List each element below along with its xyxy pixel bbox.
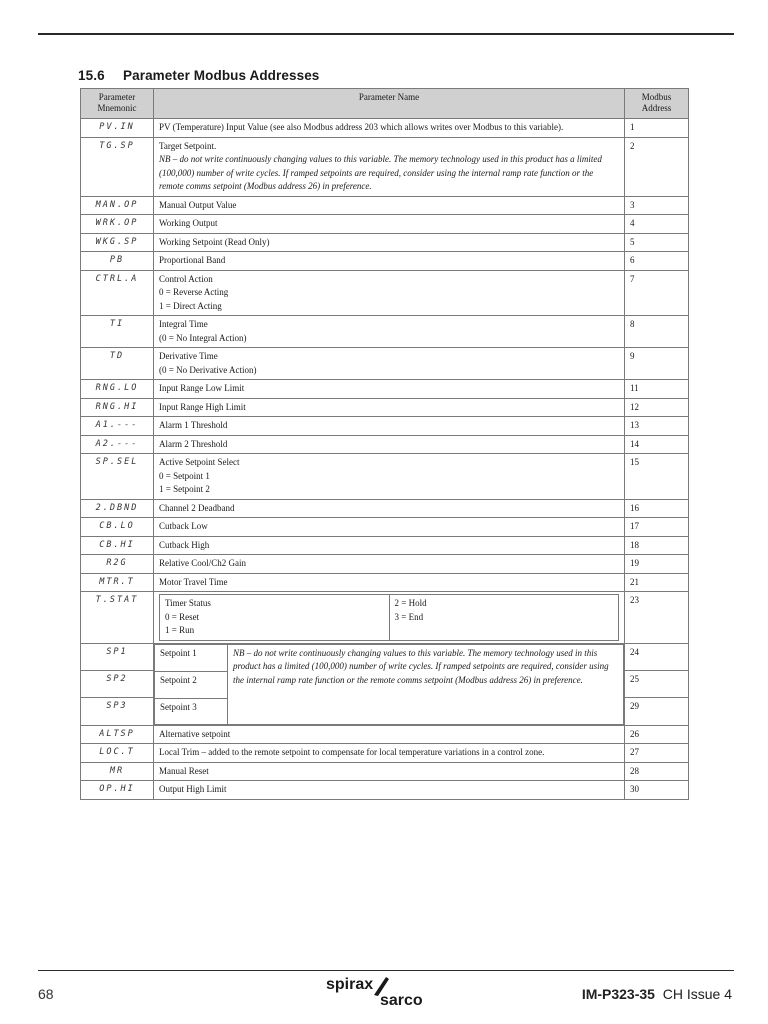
row-parameter-name [154, 252, 625, 271]
top-rule [38, 33, 734, 35]
row-address: 4 [625, 215, 689, 234]
row-address: 2 [625, 137, 689, 196]
table-row [81, 380, 689, 399]
row-text-line: Input Range High Limit [159, 401, 246, 412]
row-address: 19 [625, 555, 689, 574]
row-mnemonic: SP3 [81, 698, 154, 725]
row-address: 14 [625, 435, 689, 454]
row-address: 24 [625, 643, 689, 670]
row-mnemonic: PB [81, 252, 154, 271]
section-number: 15.6 [78, 68, 105, 83]
table-row [81, 137, 689, 196]
row-text-line: Alarm 1 Threshold [159, 420, 228, 430]
setpoint-inner-table [154, 644, 624, 725]
row-mnemonic: TI [81, 316, 154, 348]
row-text-line: 1 = Direct Acting [159, 300, 222, 311]
page-number: 68 [38, 986, 54, 1002]
row-mnemonic: T.STAT [81, 592, 154, 644]
table-row [81, 196, 689, 215]
row-parameter-name [154, 781, 625, 800]
row-parameter-name [154, 270, 625, 316]
row-parameter-name [154, 592, 625, 644]
setpoint-2-label: Setpoint 2 [155, 671, 228, 698]
table-header-row [81, 89, 689, 119]
row-mnemonic: TG.SP [81, 137, 154, 196]
row-parameter-name [154, 435, 625, 454]
row-parameter-name [154, 499, 625, 518]
row-parameter-name [154, 762, 625, 781]
row-text-line: Alternative setpoint [159, 728, 231, 739]
row-parameter-name [154, 233, 625, 252]
timer-right-values: 2 = Hold 3 = End [389, 595, 619, 641]
row-address: 8 [625, 316, 689, 348]
row-text-line: (0 = No Integral Action) [159, 332, 247, 343]
timer-left-values: Timer Status 0 = Reset 1 = Run [160, 595, 390, 641]
row-address: 26 [625, 725, 689, 744]
row-text-line: Cutback Low [159, 521, 208, 531]
row-mnemonic: WKG.SP [81, 233, 154, 252]
row-address: 28 [625, 762, 689, 781]
row-parameter-name [154, 398, 625, 417]
document-reference [582, 986, 732, 1002]
row-text-line: Local Trim – added to the remote setpoint to compensate for local temperature variations in a control zone. [159, 747, 545, 757]
header-mnemonic: Parameter Mnemonic [81, 89, 154, 119]
document-issue: CH Issue 4 [662, 986, 732, 1002]
table-row [81, 435, 689, 454]
row-mnemonic: SP.SEL [81, 454, 154, 500]
row-address: 16 [625, 499, 689, 518]
logo-word-top: spirax [326, 976, 374, 993]
row-address: 21 [625, 573, 689, 592]
row-text-line: Working Setpoint (Read Only) [159, 236, 270, 247]
setpoint-note: NB – do not write continuously changing values to this variable. The memory technology used in this product has a limited (100,000) number of write cycles. If ramped setpoints are required, consider using the internal ramp rate function or the remote comms setpoint (Modbus address 26) in preference. [228, 644, 624, 724]
row-mnemonic: 2.DBND [81, 499, 154, 518]
table-row [81, 417, 689, 436]
header-parameter-name: Parameter Name [154, 89, 625, 119]
row-text-line: Output High Limit [159, 784, 227, 794]
row-parameter-name [154, 725, 625, 744]
row-parameter-name [154, 518, 625, 537]
timer-status-values [159, 594, 619, 641]
row-mnemonic: MTR.T [81, 573, 154, 592]
row-text-line: Active Setpoint Select [159, 457, 240, 467]
table-row [81, 252, 689, 271]
row-text-line: Relative Cool/Ch2 Gain [159, 558, 246, 568]
table-row [81, 398, 689, 417]
row-address: 13 [625, 417, 689, 436]
row-address: 9 [625, 348, 689, 380]
row-text-line: Manual Output Value [159, 199, 237, 210]
section-title: Parameter Modbus Addresses [123, 68, 320, 83]
setpoint-3-label: Setpoint 3 [155, 698, 228, 724]
row-text-line: Integral Time [159, 319, 208, 329]
row-text-line: Cutback High [159, 539, 210, 550]
row-mnemonic: RNG.LO [81, 380, 154, 399]
row-parameter-name [154, 316, 625, 348]
modbus-address-table [80, 88, 689, 800]
row-mnemonic: MAN.OP [81, 196, 154, 215]
setpoint-1-label: Setpoint 1 [155, 644, 228, 671]
row-address: 29 [625, 698, 689, 725]
table-body-main [81, 119, 689, 592]
row-text-line: Input Range Low Limit [159, 383, 245, 393]
row-parameter-name [154, 119, 625, 138]
document-code: IM-P323-35 [581, 986, 655, 1002]
table-row [81, 725, 689, 744]
table-row [81, 499, 689, 518]
table-row [81, 316, 689, 348]
row-text-line: 0 = Setpoint 1 [159, 470, 210, 481]
table-row [81, 119, 689, 138]
setpoint-names-cell [154, 643, 625, 725]
row-address: 12 [625, 398, 689, 417]
row-mnemonic: CB.HI [81, 536, 154, 555]
row-text-line: (0 = No Derivative Action) [159, 364, 257, 375]
row-text-line: Channel 2 Deadband [159, 502, 235, 513]
row-text-line: Alarm 2 Threshold [159, 438, 228, 449]
row-mnemonic: A2.--- [81, 435, 154, 454]
table-row [81, 518, 689, 537]
row-address: 18 [625, 536, 689, 555]
row-address: 23 [625, 592, 689, 644]
row-mnemonic: ALTSP [81, 725, 154, 744]
row-mnemonic: CTRL.A [81, 270, 154, 316]
table-row [81, 454, 689, 500]
row-parameter-name [154, 417, 625, 436]
table-row [81, 555, 689, 574]
row-mnemonic: A1.--- [81, 417, 154, 436]
row-mnemonic: CB.LO [81, 518, 154, 537]
row-mnemonic: R2G [81, 555, 154, 574]
table-row [81, 215, 689, 234]
row-mnemonic: PV.IN [81, 119, 154, 138]
table-row [81, 536, 689, 555]
row-parameter-name [154, 573, 625, 592]
table-row [81, 233, 689, 252]
row-parameter-name [154, 215, 625, 234]
row-address: 27 [625, 744, 689, 763]
row-mnemonic: TD [81, 348, 154, 380]
logo-word-bottom: sarco [380, 992, 423, 1008]
row-text-line: PV (Temperature) Input Value (see also Modbus address 203 which allows writes over Modbus to this variable). [159, 122, 564, 132]
table-row [81, 348, 689, 380]
row-address: 6 [625, 252, 689, 271]
spirax-sarco-logo [322, 974, 452, 1008]
row-parameter-name [154, 137, 625, 196]
row-address: 5 [625, 233, 689, 252]
row-parameter-name [154, 744, 625, 763]
row-note: NB – do not write continuously changing values to this variable. The memory technology used in this product has a limited (100,000) number of write cycles. If ramped setpoints are required, consider using the internal ramp rate function or the remote comms setpoint (Modbus address 26) in preference. [159, 154, 602, 191]
table-row [81, 781, 689, 800]
table-body-tail [81, 725, 689, 799]
row-parameter-name [154, 536, 625, 555]
row-text-line: Manual Reset [159, 765, 209, 776]
row-mnemonic: WRK.OP [81, 215, 154, 234]
row-mnemonic: SP2 [81, 670, 154, 697]
row-parameter-name [154, 348, 625, 380]
row-mnemonic: LOC.T [81, 744, 154, 763]
table-row [81, 573, 689, 592]
row-address: 17 [625, 518, 689, 537]
row-address: 7 [625, 270, 689, 316]
table-row [81, 744, 689, 763]
row-address: 1 [625, 119, 689, 138]
row-mnemonic: OP.HI [81, 781, 154, 800]
row-text-line: Proportional Band [159, 255, 226, 265]
row-parameter-name [154, 555, 625, 574]
row-text-line: 1 = Setpoint 2 [159, 484, 210, 494]
bottom-rule [38, 970, 734, 971]
setpoint-group [81, 643, 689, 725]
row-address: 25 [625, 670, 689, 697]
row-address: 30 [625, 781, 689, 800]
row-parameter-name [154, 380, 625, 399]
row-parameter-name [154, 196, 625, 215]
row-address: 3 [625, 196, 689, 215]
row-text-line: Motor Travel Time [159, 576, 228, 587]
row-mnemonic: RNG.HI [81, 398, 154, 417]
row-address: 11 [625, 380, 689, 399]
row-address: 15 [625, 454, 689, 500]
timer-status-group [81, 592, 689, 644]
table-row [81, 270, 689, 316]
table-row [81, 643, 689, 670]
row-text-line: Target Setpoint. [159, 140, 217, 151]
row-text-line: Control Action [159, 273, 213, 284]
section-heading [78, 68, 319, 83]
table-row [81, 592, 689, 644]
row-text-line: 0 = Reverse Acting [159, 287, 229, 297]
row-mnemonic: MR [81, 762, 154, 781]
row-text-line: Derivative Time [159, 351, 218, 361]
row-text-line: Working Output [159, 218, 218, 228]
table-row [81, 762, 689, 781]
header-modbus-address: Modbus Address [625, 89, 689, 119]
row-parameter-name [154, 454, 625, 500]
row-mnemonic: SP1 [81, 643, 154, 670]
